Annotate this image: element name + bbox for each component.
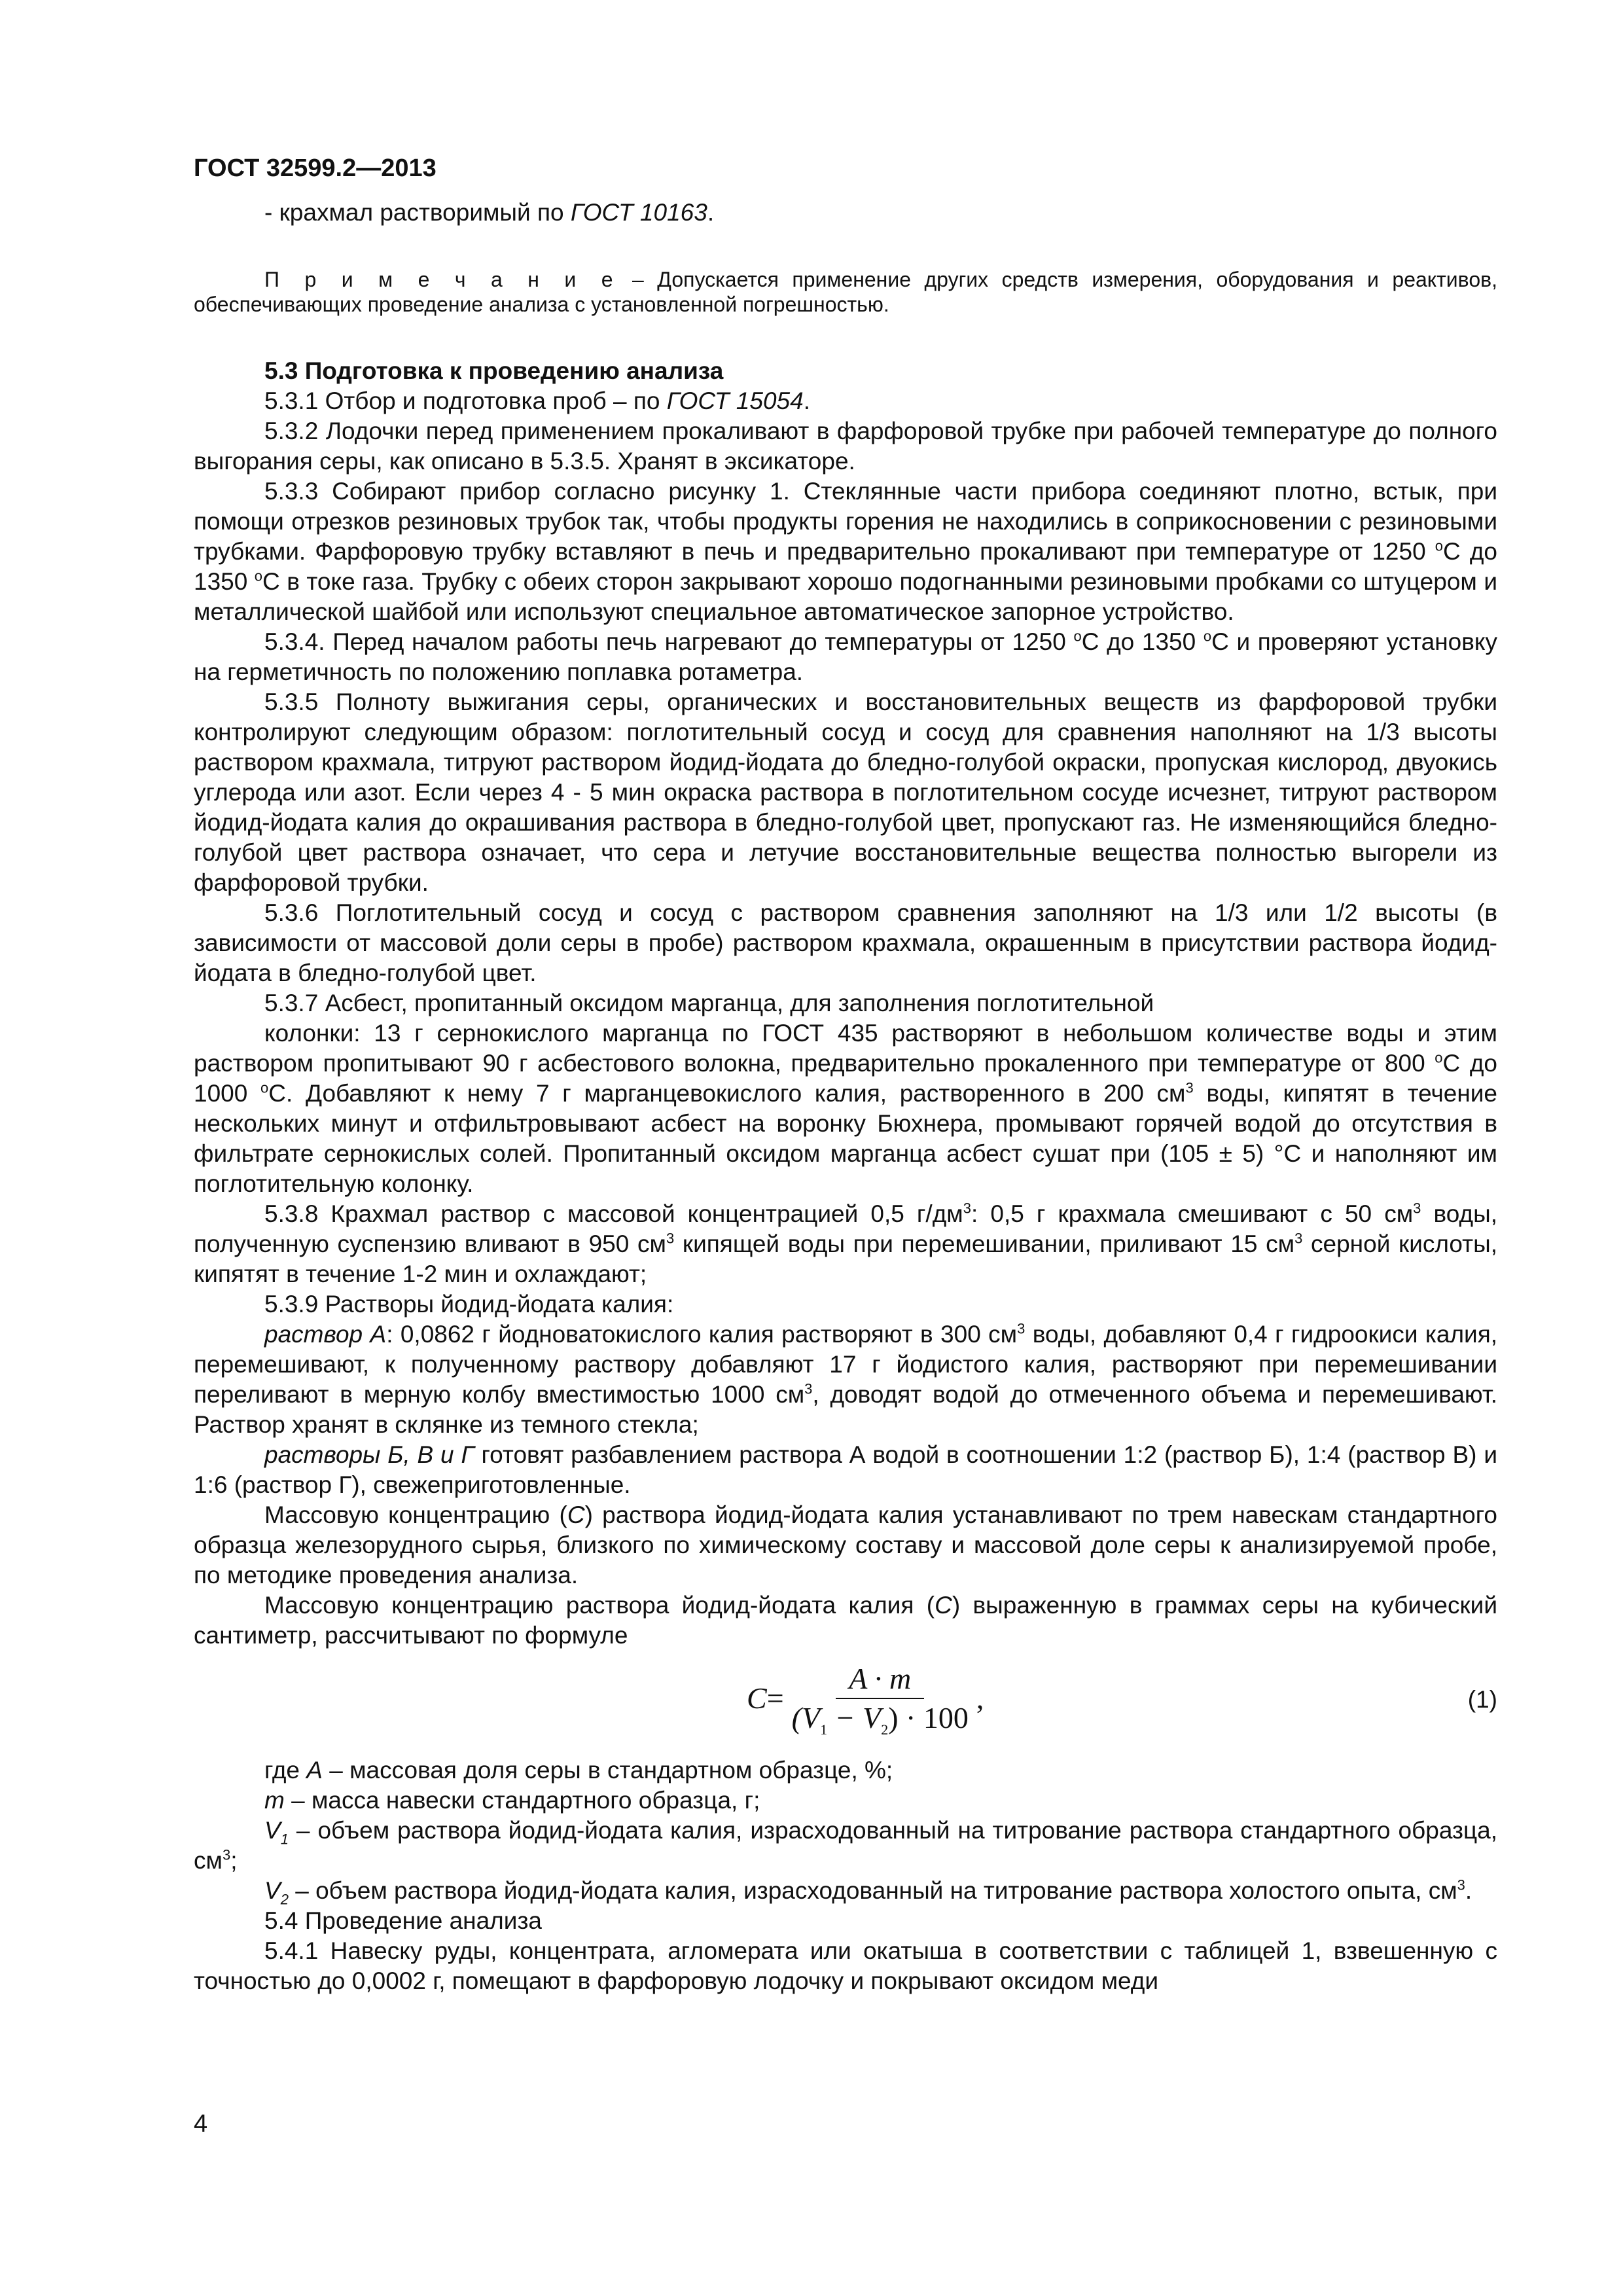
clause-5-3-6: 5.3.6 Поглотительный сосуд и сосуд с раствором сравнения заполняют на 1/3 или 1/2 высоты (в зависимости от массовой доли серы в пробе) раствором крахмала, окрашенным в присутствии раствора йодид-йодата в бледно-голубой цвет. xyxy=(194,899,1497,986)
clause-5-4-1: 5.4.1 Навеску руды, концентрата, агломерата или окатыша в соответствии с таблицей 1, взвешенную с точностью до 0,0002 г, помещают в фарфоровую лодочку и покрывают оксидом меди xyxy=(194,1937,1497,1994)
clause-5-3-3: 5.3.3 Собирают прибор согласно рисунку 1. Стеклянные части прибора соединяют плотно, встык, при помощи отрезков резиновых трубок так, чтобы продукты горения не находились в соприкосновении с резиновыми трубками. Фарфоровую трубку вставляют в печь и предварительно прокаливают при температуре от 1250 $^o$C до 1350 $^o$C в токе газа. Трубку с обеих сторон закрывают хорошо подогнанными резиновыми пробками со штуцером и металлической шайбой или используют специальное автоматическое запорное устройство. xyxy=(194,478,1497,625)
note-text: – Допускается применение других средств измерения, оборудования и реактивов, обеспечивающих проведение анализа с установленной погрешностью. xyxy=(194,268,1498,316)
reference-gost: ГОСТ 10163 xyxy=(570,199,707,226)
page-content xyxy=(194,198,1497,1996)
where-m: m – масса навески стандартного образца, г; xyxy=(264,1787,760,1814)
clause-5-3-7: 5.3.7 Асбест, пропитанный оксидом марганца, для заполнения поглотительной xyxy=(264,990,1154,1016)
solution-a: раствор А: 0,0862 г йодноватокислого калия растворяют в 300 $см^3$ воды, добавляют 0,4 г гидроокиси калия, перемешивают, к полученному раствору добавляют 17 г йодистого калия, растворяют при перемешивании переливают в мерную колбу вместимостью 1000 $см^3$, доводят водой до отмеченного объема и перемешивают. Раствор хранят в склянке из темного стекла; xyxy=(194,1320,1498,1438)
clause-5-3-2: 5.3.2 Лодочки перед применением прокаливают в фарфоровой трубке при рабочей температуре до полного выгорания серы, как описано в 5.3.5. Хранят в эксикаторе. xyxy=(194,418,1497,475)
section-heading-5-3: 5.3 Подготовка к проведению анализа xyxy=(264,357,724,384)
clause-5-3-5: 5.3.5 Полноту выжигания серы, органических и восстановительных веществ из фарфоровой трубки контролируют следующим образом: поглотительный сосуд и сосуд для сравнения наполняют на 1/3 высоты раствором крахмала, титруют раствором йодид-йодата до бледно-голубой окраски, пропуская кислород, двуокись углерода или азот. Если через 4 - 5 мин окраска раствора в поглотительном сосуде исчезнет, титруют раствором йодид-йодата калия до окрашивания раствора в бледно-голубой цвет, пропускают газ. Не изменяющийся бледно-голубой цвет раствора означает, что сера и летучие восстановительные вещества полностью выгорели из фарфоровой трубки. xyxy=(194,689,1497,896)
formula-denominator: $(V_1 - V_2) \cdot 100$ xyxy=(791,1701,969,1738)
clause-5-3-8: 5.3.8 Крахмал раствор с массовой концентрацией 0,5 $г/дм^3$: 0,5 г крахмала смешивают с 50 $см^3$ воды, полученную суспензию вливают в 950 $см^3$ кипящей воды при перемешивании, приливают 15 $см^3$ серной кислоты, кипятят в течение 1-2 мин и охлаждают; xyxy=(194,1200,1498,1287)
clause-5-3-1: 5.3.1 Отбор и подготовка проб – по ГОСТ 15054. xyxy=(264,387,810,414)
note-label: П р и м е ч а н и е xyxy=(264,268,619,291)
reference-gost: ГОСТ 15054 xyxy=(666,387,804,414)
concentration-setup-paragraph: Массовую концентрацию (С) раствора йодид-йодата калия устанавливают по трем навескам стандартного образца железорудного сырья, близкого по химическому составу и массовой доле серы к анализируемой пробе, по методике проведения анализа. xyxy=(194,1501,1497,1588)
materials-list-item: - крахмал растворимый по ГОСТ 10163. xyxy=(264,199,715,226)
clause-5-3-7-body: колонки: 13 г сернокислого марганца по ГОСТ 435 растворяют в небольшом количестве воды и этим раствором пропитывают 90 г асбестового волокна, предварительно прокаленного при температуре от 800 $^o$C до 1000 $^o$C. Добавляют к нему 7 г марганцевокислого калия, растворенного в 200 $см^3$ воды, кипятят в течение нескольких минут и отфильтровывают асбест на воронку Бюхнера, промывают горячей водой до отсутствия в фильтрате сернокислых солей. Пропитанный оксидом марганца асбест сушат при (105 ± 5) °С и наполняют им поглотительную колонку. xyxy=(194,1020,1498,1197)
concentration-formula-intro: Массовую концентрацию раствора йодид-йодата калия (С) выраженную в граммах серы на кубический сантиметр, рассчитывают по формуле xyxy=(194,1592,1497,1649)
formula: C = $\frac{A \cdot m}{(V_1 - V_2) \cdot 100}$ , xyxy=(747,1662,984,1738)
formula-numerator: A · m xyxy=(836,1664,924,1699)
where-a: где A – массовая доля серы в стандартном образце, %; xyxy=(264,1757,893,1784)
where-v2: $V_2$ – объем раствора йодид-йодата калия, израсходованный на титрование раствора холостого опыта, $см^3$. xyxy=(264,1876,1472,1908)
standard-header: ГОСТ 32599.2—2013 xyxy=(194,154,437,182)
note xyxy=(194,267,1497,317)
clause-5-3-9: 5.3.9 Растворы йодид-йодата калия: xyxy=(264,1291,674,1318)
clause-5-3-4: 5.3.4. Перед началом работы печь нагревают до температуры от 1250 $^o$C до 1350 $^o$C и проверяют установку на герметичность по положению поплавка ротаметра. xyxy=(194,628,1497,685)
solutions-b-v-g: растворы Б, В и Г готовят разбавлением раствора А водой в соотношении 1:2 (раствор Б), 1:4 (раствор В) и 1:6 (раствор Г), свежеприготовленные. xyxy=(194,1441,1497,1498)
page-number: 4 xyxy=(194,2110,208,2138)
where-v1: $V_1$ – объем раствора йодид-йодата калия, израсходованный на титрование раствора стандартного образца, $см^3$; xyxy=(194,1817,1497,1874)
formula-block xyxy=(194,1651,1497,1755)
formula-number: (1) xyxy=(1467,1686,1497,1713)
formula-fraction xyxy=(791,1662,969,1738)
section-heading-5-4: 5.4 Проведение анализа xyxy=(264,1907,542,1934)
